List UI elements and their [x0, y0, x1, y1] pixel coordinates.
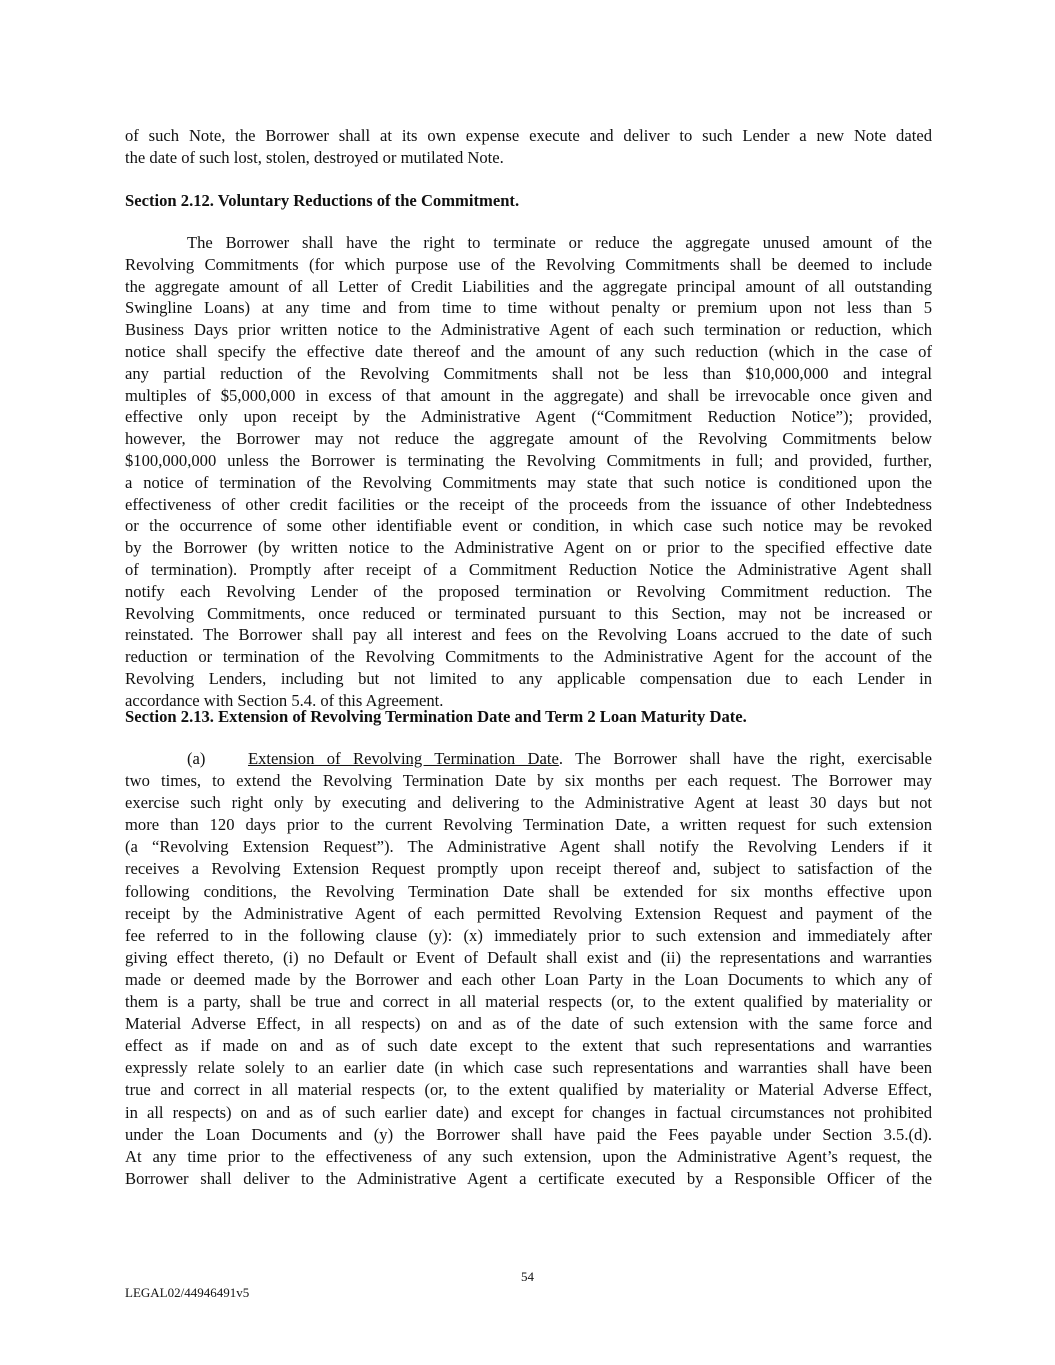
paragraph-line: any partial reduction of the Revolving Commitments shall not be less than $10,000,000 and integral — [125, 363, 932, 383]
section-2-13-paragraph-a — [125, 748, 932, 1190]
paragraph-line: multiples of $5,000,000 in excess of that amount in the aggregate) and shall be irrevocable once given and — [125, 385, 932, 405]
paragraph-line: receipt by the Administrative Agent of each permitted Revolving Extension Request and payment of the — [125, 903, 932, 923]
paragraph-line: $100,000,000 unless the Borrower is terminating the Revolving Commitments in full; and provided, further, — [125, 450, 932, 470]
paragraph-line: by the Borrower (by written notice to the Administrative Agent on or prior to the specified effective date — [125, 538, 932, 558]
paragraph-line: the aggregate amount of all Letter of Credit Liabilities and the aggregate principal amount of all outstanding — [125, 276, 932, 296]
paragraph-line: the date of such lost, stolen, destroyed or mutilated Note. — [125, 147, 504, 167]
paragraph-line: notice shall specify the effective date thereof and the amount of any such reduction (which in the case of — [125, 341, 932, 361]
section-2-12-heading: Section 2.12. Voluntary Reductions of the Commitment. — [125, 191, 520, 210]
paragraph-line: fee referred to in the following clause (y): (x) immediately prior to such extension and immediately after — [125, 925, 932, 945]
paragraph-line: Revolving Lenders, including but not limited to any applicable compensation due to each Lender in — [125, 668, 932, 688]
paragraph-line: reduction or termination of the Revolving Commitments to the Administrative Agent for the account of the — [125, 647, 932, 667]
section-2-13-heading: Section 2.13. Extension of Revolving Termination Date and Term 2 Loan Maturity Date. — [125, 707, 747, 726]
paragraph-line: Swingline Loans) at any time and from time to time without penalty or premium upon not less than 5 — [125, 298, 932, 318]
paragraph-line: under the Loan Documents and (y) the Borrower shall have paid the Fees payable under Section 3.5.(d). — [125, 1124, 932, 1144]
paragraph-line: true and correct in all material respects (or, to the extent qualified by materiality or Material Adverse Effect, — [125, 1080, 932, 1100]
paragraph-line: At any time prior to the effectiveness of any such extension, upon the Administrative Agent’s request, the — [125, 1146, 932, 1166]
paragraph-line: receives a Revolving Extension Request promptly upon receipt thereof and, subject to satisfaction of the — [125, 859, 932, 879]
paragraph-line: in all respects) on and as of such earlier date) and except for changes in factual circumstances not prohibited — [125, 1102, 932, 1122]
clause-text: . The Borrower shall have the right, exercisable — [558, 749, 933, 768]
paragraph-line: of such Note, the Borrower shall at its own expense execute and deliver to such Lender a new Note dated — [125, 126, 932, 145]
paragraph-line: or the occurrence of some other identifiable event or condition, in which case such notice may be revoked — [125, 516, 932, 536]
clause-title: Extension of Revolving Termination Date — [248, 749, 559, 768]
paragraph-line: a notice of termination of the Revolving Commitments may state that such notice is conditioned upon the — [125, 472, 932, 492]
paragraph-line: The Borrower shall have the right to terminate or reduce the aggregate unused amount of the — [187, 233, 932, 252]
paragraph-line: giving effect thereto, (i) no Default or Event of Default shall exist and (ii) the representations and warranties — [125, 947, 932, 967]
carryover-paragraph — [125, 125, 932, 169]
paragraph-line: Revolving Commitments, once reduced or terminated pursuant to this Section, may not be increased or — [125, 603, 932, 623]
paragraph-line: however, the Borrower may not reduce the aggregate amount of the Revolving Commitments below — [125, 429, 932, 449]
paragraph-line: (a “Revolving Extension Request”). The Administrative Agent shall notify the Revolving Lenders if it — [125, 837, 932, 857]
paragraph-line: reinstated. The Borrower shall pay all interest and fees on the Revolving Loans accrued to the date of such — [125, 625, 932, 645]
paragraph-line: following conditions, the Revolving Termination Date shall be extended for six months effective upon — [125, 881, 932, 901]
paragraph-line: made or deemed made by the Borrower and each other Loan Party in the Loan Documents to which any of — [125, 969, 932, 989]
paragraph-line — [125, 748, 932, 770]
paragraph-line: Business Days prior written notice to the Administrative Agent of each such termination or reduction, which — [125, 320, 932, 340]
paragraph-line: Revolving Commitments (for which purpose use of the Revolving Commitments shall be deemed to include — [125, 254, 932, 274]
paragraph-line: effectiveness of other credit facilities or the receipt of the proceeds from the issuance of other Indebtedness — [125, 494, 932, 514]
document-id-footer: LEGAL02/44946491v5 — [125, 1285, 250, 1300]
paragraph-line: effect as if made on and as of such date except to the extent that such representations and warranties — [125, 1036, 932, 1056]
paragraph-line: notify each Revolving Lender of the proposed termination or Revolving Commitment reduction. The — [125, 581, 932, 601]
paragraph-line: of termination). Promptly after receipt of a Commitment Reduction Notice the Administrative Agent shall — [125, 559, 932, 579]
paragraph-line: more than 120 days prior to the current Revolving Termination Date, a written request for such extension — [125, 815, 932, 835]
section-2-12-paragraph — [125, 232, 932, 712]
page-number: 54 — [521, 1269, 534, 1284]
paragraph-line: Material Adverse Effect, in all respects) on and as of the date of such extension with the same force and — [125, 1014, 932, 1034]
paragraph-line: effective only upon receipt by the Administrative Agent (“Commitment Reduction Notice”); provided, — [125, 407, 932, 427]
paragraph-line: Borrower shall deliver to the Administrative Agent a certificate executed by a Responsible Officer of the — [125, 1168, 932, 1188]
paragraph-line: exercise such right only by executing and delivering to the Administrative Agent at least 30 days but not — [125, 793, 932, 813]
paragraph-line: them is a party, shall be true and correct in all material respects (or, to the extent qualified by materiality or — [125, 992, 932, 1012]
clause-label: (a) — [187, 749, 206, 768]
paragraph-line: accordance with Section 5.4. of this Agreement. — [125, 690, 444, 710]
paragraph-line: two times, to extend the Revolving Termination Date by six months per each request. The Borrower may — [125, 771, 932, 791]
paragraph-line: expressly relate solely to an earlier date (in which case such representations and warranties shall have been — [125, 1058, 932, 1078]
